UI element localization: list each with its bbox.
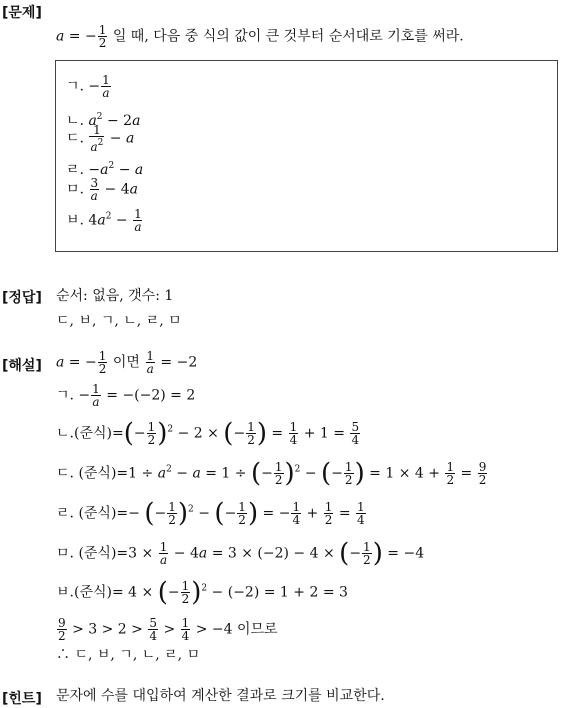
answer-header: [정답] [2,290,42,306]
exp-line-4: ㄷ. (준식)$=1 \div a^2 - a = 1$ ÷ (− $\frac{1}{2}$ )$^2$ − (− $\frac{1}{2}$ ) = 1 × 4 + $\frac{1}{2}$ = $\frac{9}{2}$ [56,458,487,489]
choice-1: ㄱ. − $\frac{1}{a}$ [66,73,110,100]
explanation-header: [해설] [2,358,42,374]
choice-2: ㄴ. $a^2 - 2a$ [66,112,141,129]
exp-line-3: ㄴ.(준식)=(− $\frac{1}{2}$ )$^2$ − 2 × (− $\frac{1}{2}$ ) = $\frac{1}{4}$ + 1 = $\frac{5}{4}$ [56,418,360,449]
hint-text: 문자에 수를 대입하여 계산한 결과로 크기를 비교한다. [56,688,385,704]
choice-6: ㅂ. $4a^2$ − $\frac{1}{a}$ [66,207,142,234]
exp-line-1: a = − $\frac{1}{2}$ 이면 $\frac{1}{a}$ = −2 [56,349,198,376]
exp-line-7: ㅂ.(준식)= 4 × (− $\frac{1}{2}$ )$^2$ − (−2) = 1 + 2 = 3 [56,577,348,608]
exp-line-8: $\frac{9}{2}$ > 3 > 2 > $\frac{5}{4}$ > $\frac{1}{4}$ > −4 이므로 [58,616,278,643]
exp-line-2: ㄱ. − $\frac{1}{a}$ = −(−2) = 2 [56,382,196,409]
choice-3: ㄷ. $\frac{1}{a^2}$ − a [66,123,135,154]
choice-5: ㅁ. $\frac{3}{a}$ − 4a [66,176,138,203]
exp-line-6: ㅁ. (준식)=3 × $\frac{1}{a}$ − 4a = 3 × (−2) − 4 × (− $\frac{1}{2}$ ) = −4 [56,538,425,569]
choice-4: ㄹ. $-a^2 - a$ [66,161,144,178]
hint-header: [힌트] [2,691,42,707]
exp-therefore: ∴ ㄷ, ㅂ, ㄱ, ㄴ, ㄹ, ㅁ [56,647,201,663]
problem-header: [문제] [2,5,42,21]
problem-intro-text: 일 때, 다음 중 식의 값이 큰 것부터 순서대로 기호를 써라. [112,28,464,45]
problem-statement: a = − $\frac{1}{2}$ 일 때, 다음 중 식의 값이 큰 것부터 순서대로 기호를 써라. [56,23,464,50]
answer-meta: 순서: 없음, 갯수: 1 [56,288,174,304]
answer-value: ㄷ, ㅂ, ㄱ, ㄴ, ㄹ, ㅁ [56,313,182,329]
exp-line-5: ㄹ. (준식)=− (− $\frac{1}{2}$ )$^2$ − (− $\frac{1}{2}$ ) = − $\frac{1}{4}$ + $\frac{1}{2}$ = $\frac{1}{4}$ [56,498,365,529]
